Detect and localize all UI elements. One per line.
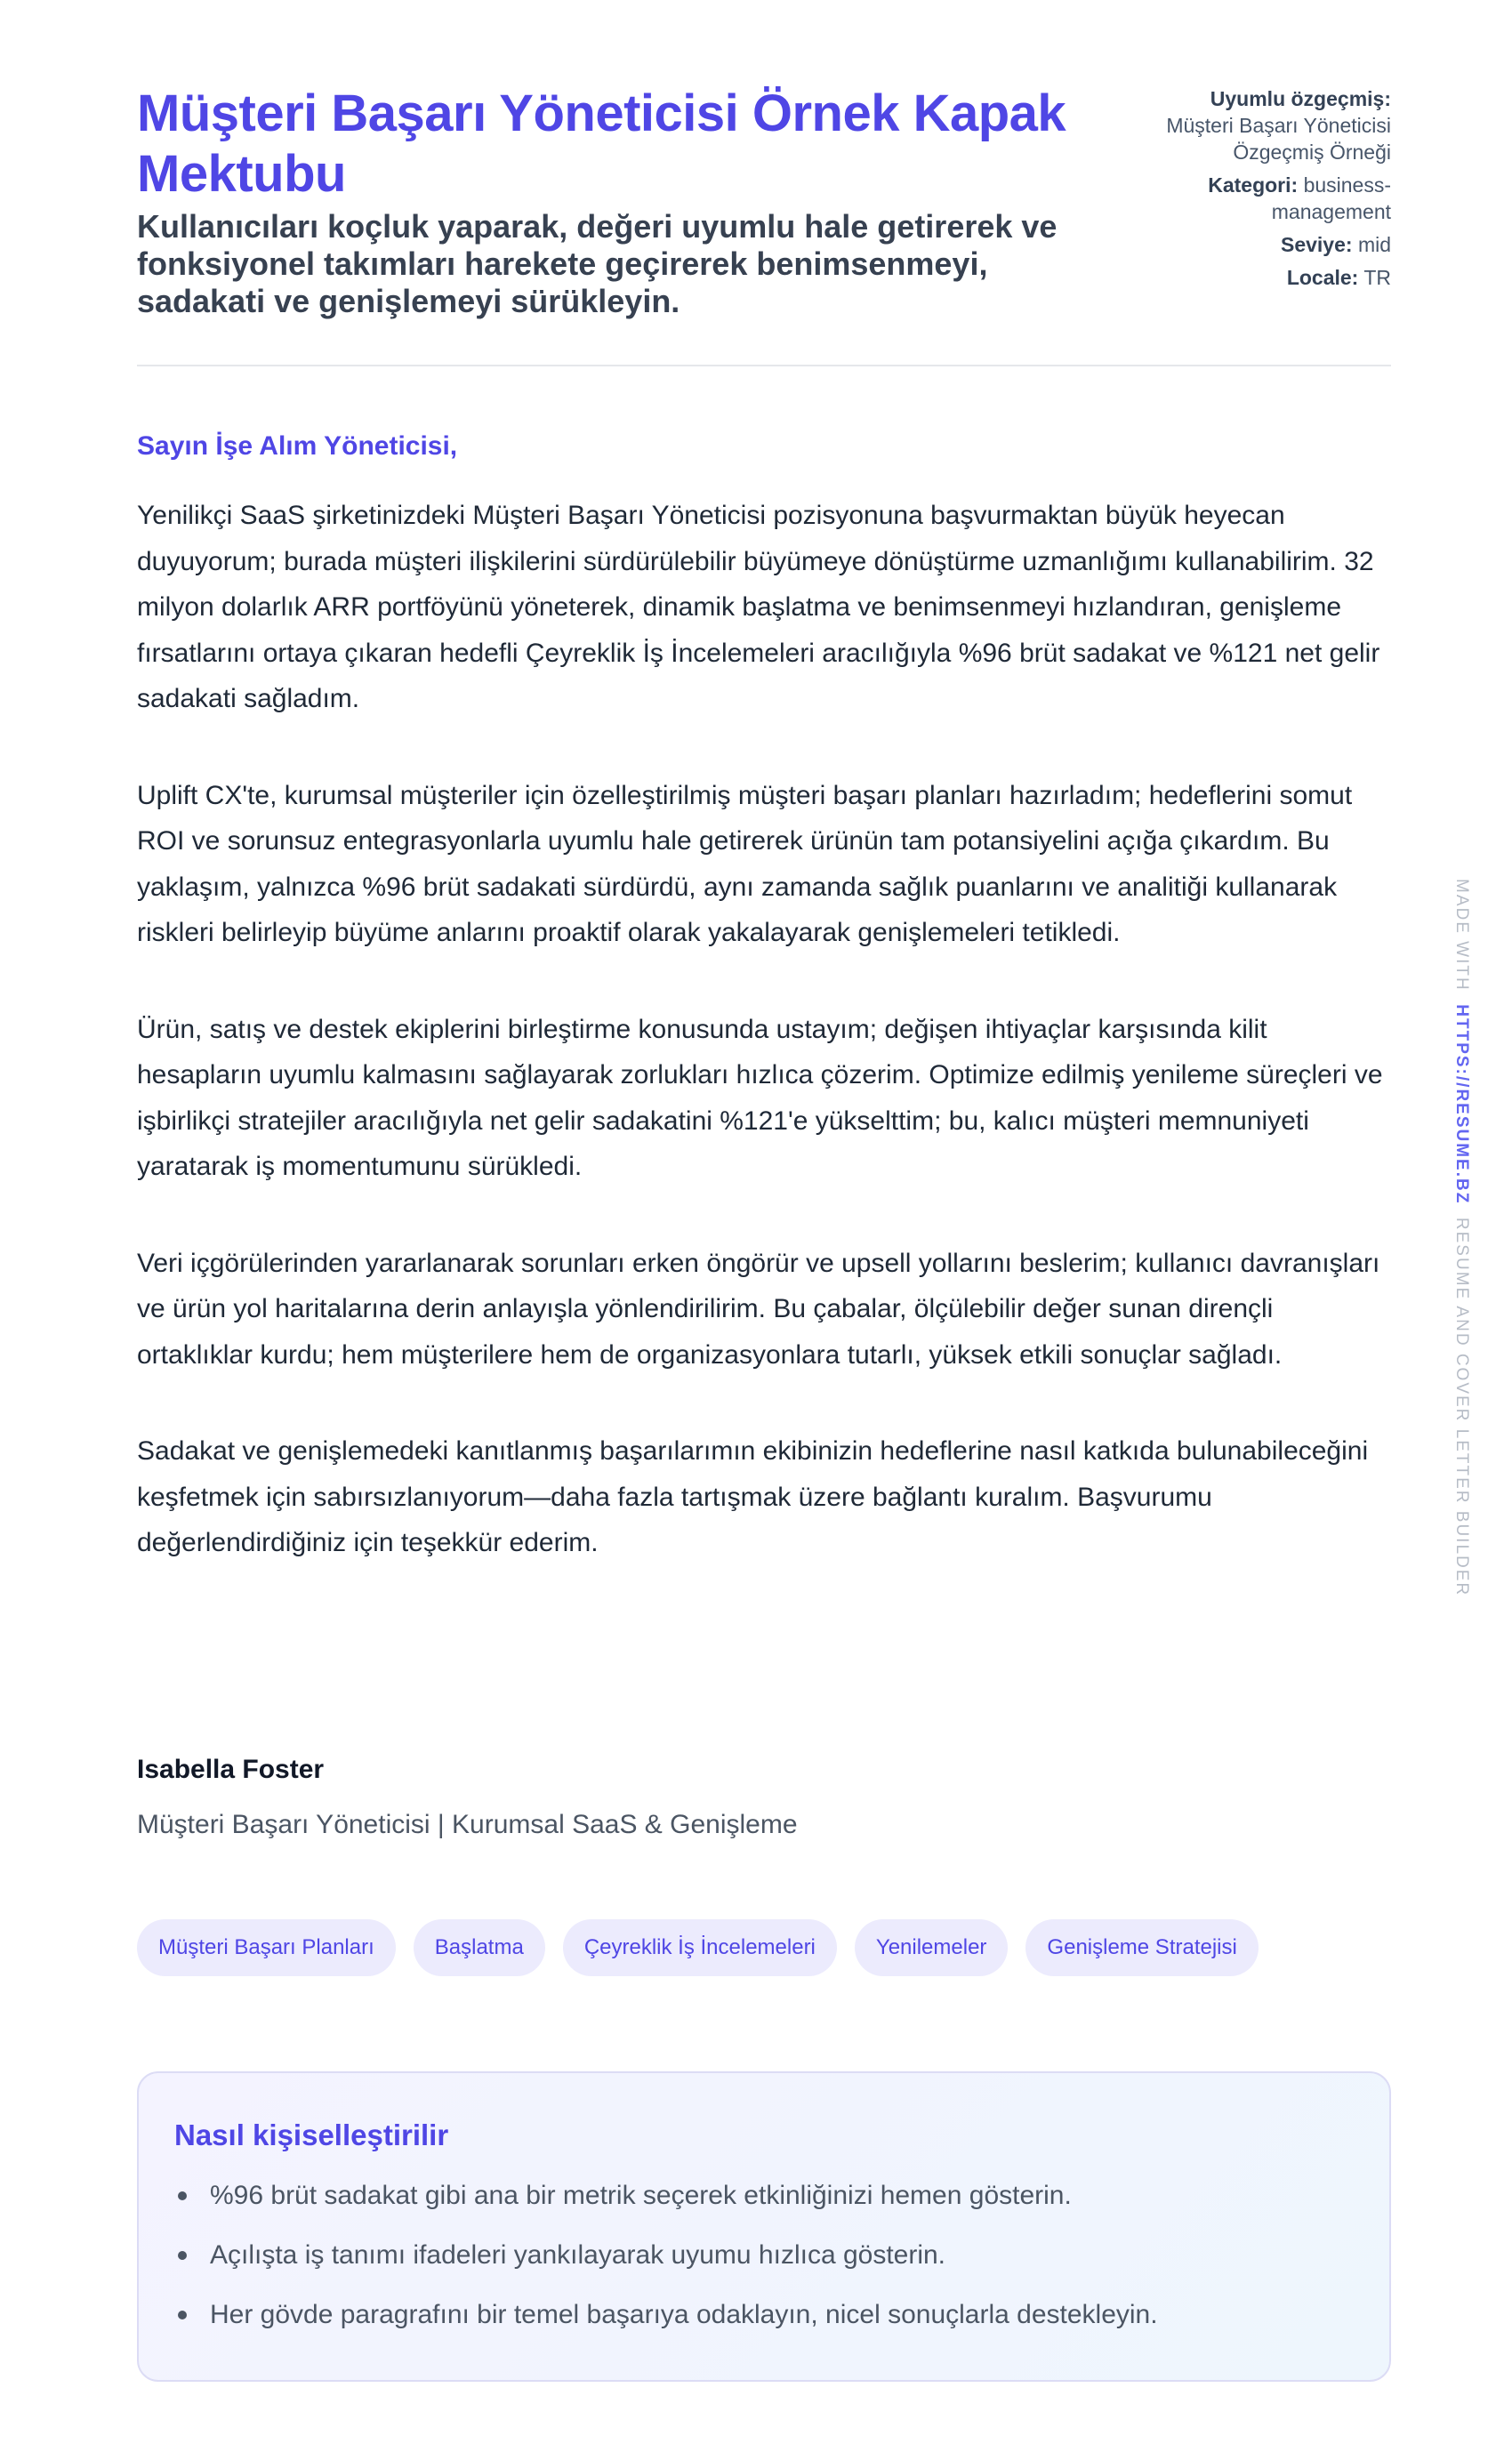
letter-paragraph: Uplift CX'te, kurumsal müşteriler için özelleştirilmiş müşteri başarı planları hazırladım; hedeflerini somut ROI ve sorunsuz entegrasyonlarla uyumlu hale getirerek ürünün tam potansiyelini açığa çıkardım. Bu yaklaşım, yalnızca %96 brüt sadakati sürdürdü, aynı zamanda sağlık puanlarını ve analitiği kullanarak riskleri belirleyip büyüme anlarını proaktif olarak yakalayarak genişlemeleri tetikledi. — [137, 780, 1353, 947]
letter-paragraph: Yenilikçi SaaS şirketinizdeki Müşteri Başarı Yöneticisi pozisyonuna başvurmaktan büyük heyecan duyuyorum; burada müşteri ilişkilerini sürdürülebilir büyümeye dönüştürme uzmanlığımı kullanabilirim. 32 milyon dolarlık ARR portföyünü yöneterek, dinamik başlatma ve benimsenmeyi hızlandıran, genişleme fırsatlarını ortaya çıkaran hedefli Çeyreklik İş İncelemeleri aracılığıyla %96 brüt sadakat ve %121 net gelir sadakati sağladım. — [137, 501, 1380, 713]
signature-role: Müşteri Başarı Yöneticisi | Kurumsal SaaS & Genişleme — [137, 1810, 798, 1839]
meta-category-value: business-management — [1271, 173, 1391, 223]
tip-item: Açılışta iş tanımı ifadeleri yankılayarak uyumu hızlıca gösterin. — [174, 2236, 1354, 2275]
skill-tag: Müşteri Başarı Planları — [137, 1919, 396, 1976]
watermark-suffix: RESUME AND COVER LETTER BUILDER — [1452, 1217, 1471, 1597]
meta-locale-label: Locale: — [1286, 266, 1359, 289]
meta-resume-value[interactable]: Müşteri Başarı Yöneticisi Özgeçmiş Örneği — [1166, 114, 1391, 164]
watermark — [1452, 879, 1471, 1596]
letter-body — [137, 427, 1391, 1617]
letter-paragraph: Sadakat ve genişlemedeki kanıtlanmış başarılarımın ekibinizin hedeflerine nasıl katkıda bulunabileceğini keşfetmek için sabırsızlanıyorum—daha fazla tartışmak üzere bağlantı kuralım. Başvurumu değerlendirdiğiniz için teşekkür ederim. — [137, 1436, 1369, 1557]
watermark-link[interactable]: HTTPS://RESUME.BZ — [1452, 1004, 1471, 1205]
signature — [137, 1750, 798, 1845]
tip-item: %96 brüt sadakat gibi ana bir metrik seçerek etkinliğinizi hemen gösterin. — [174, 2176, 1354, 2215]
page-title: Müşteri Başarı Yöneticisi Örnek Kapak Mektubu — [137, 84, 1066, 203]
meta-level-label: Seviye: — [1280, 233, 1353, 256]
skill-tag: Yenilemeler — [855, 1919, 1009, 1976]
skill-tag: Başlatma — [414, 1919, 545, 1976]
meta-level-value: mid — [1357, 233, 1391, 256]
meta-level — [1124, 231, 1391, 258]
tips-list — [174, 2176, 1354, 2335]
watermark-prefix: MADE WITH — [1452, 879, 1471, 992]
skill-tags — [137, 1919, 1259, 1976]
meta-locale-value: TR — [1363, 266, 1391, 289]
tip-item: Her gövde paragrafını bir temel başarıya odaklayın, nicel sonuçlarla destekleyin. — [174, 2295, 1354, 2335]
skill-tag: Genişleme Stratejisi — [1025, 1919, 1258, 1976]
letter-paragraph: Ürün, satış ve destek ekiplerini birleştirme konusunda ustayım; değişen ihtiyaçlar karşısında kilit hesapların uyumlu kalmasını sağlayarak zorlukları hızlıca çözerim. Optimize edilmiş yenileme süreçleri ve işbirlikçi stratejiler aracılığıyla net gelir sadakatini %121'e yükselttim; bu, kalıcı müşteri memnuniyeti yaratarak iş momentumunu sürükledi. — [137, 1014, 1383, 1181]
signature-name: Isabella Foster — [137, 1755, 325, 1784]
meta-category — [1124, 172, 1391, 225]
letter-paragraph: Veri içgörülerinden yararlanarak sorunları erken öngörür ve upsell yollarını beslerim; kullanıcı davranışları ve ürün yol haritalarına derin anlayışla yönlendirilirim. Bu çabalar, ölçülebilir değer sunan dirençli ortaklıklar kurdu; hem müşterilere hem de organizasyonlara tutarlı, yüksek etkili sonuçlar sağladı. — [137, 1248, 1380, 1370]
salutation: Sayın İşe Alım Yöneticisi, — [137, 431, 458, 461]
meta-locale — [1124, 264, 1391, 291]
page-subtitle: Kullanıcıları koçluk yaparak, değeri uyumlu hale getirerek ve fonksiyonel takımları harekete geçirerek benimsenmeyi, sadakati ve genişlemeyi sürükleyin. — [137, 208, 1058, 319]
page-header — [137, 84, 1391, 320]
meta-resume-label: Uyumlu özgeçmiş: — [1210, 87, 1391, 110]
meta-category-label: Kategori: — [1208, 173, 1299, 197]
tips-title: Nasıl kişiselleştirilir — [174, 2118, 449, 2151]
personalization-tips — [137, 2071, 1391, 2382]
meta-panel — [1124, 84, 1391, 320]
skill-tag: Çeyreklik İş İncelemeleri — [563, 1919, 837, 1976]
meta-resume — [1124, 85, 1391, 165]
header-divider — [137, 365, 1391, 366]
header-left — [137, 84, 1098, 320]
